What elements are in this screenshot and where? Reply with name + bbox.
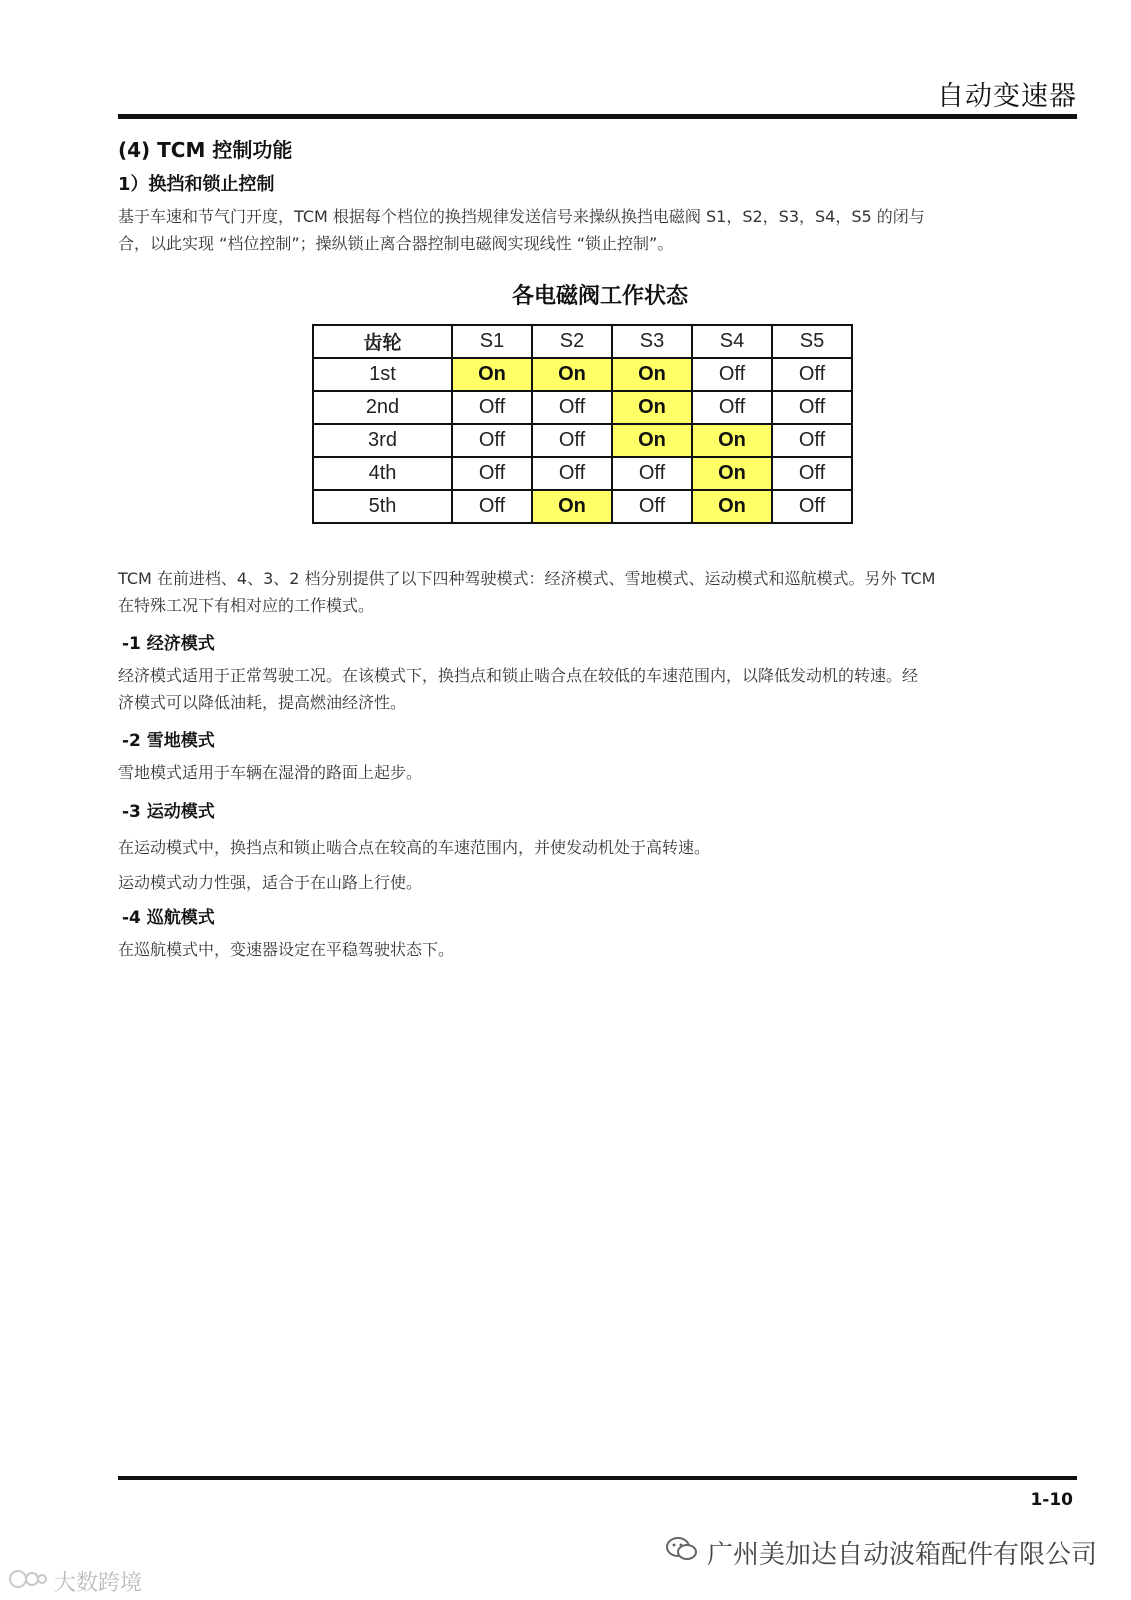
mode-text-cruise <box>118 936 1078 963</box>
gear-cell: 4th <box>313 457 452 490</box>
mode-line: 在巡航模式中，变速器设定在平稳驾驶状态下。 <box>118 940 455 959</box>
valve-cell: Off <box>452 457 532 490</box>
mode-text-snow <box>118 759 1078 786</box>
table-row <box>313 358 852 391</box>
valve-cell: On <box>612 391 692 424</box>
header-title: 自动变速器 <box>937 81 1077 112</box>
valve-cell: Off <box>692 391 772 424</box>
mode-title-cruise: -4 巡航模式 <box>122 908 215 928</box>
column-header: S5 <box>772 325 852 358</box>
mode-text-sport <box>118 830 1078 900</box>
valve-cell: Off <box>772 457 852 490</box>
valve-cell: On <box>612 358 692 391</box>
table-title: 各电磁阀工作状态 <box>511 284 688 309</box>
valve-cell: On <box>532 358 612 391</box>
mode-text-economy <box>118 662 1078 716</box>
valve-cell: Off <box>532 424 612 457</box>
valve-cell: Off <box>772 490 852 523</box>
valve-cell: On <box>612 424 692 457</box>
column-header: S3 <box>612 325 692 358</box>
valve-cell: On <box>692 457 772 490</box>
gear-cell: 3rd <box>313 424 452 457</box>
valve-cell: Off <box>452 424 532 457</box>
table-row <box>313 424 852 457</box>
mode-line: 济模式可以降低油耗，提高燃油经济性。 <box>118 693 407 712</box>
table-row <box>313 457 852 490</box>
column-header: S2 <box>532 325 612 358</box>
table-row <box>313 490 852 523</box>
valve-cell: On <box>692 490 772 523</box>
watermark-left <box>8 1566 142 1597</box>
valve-cell: Off <box>532 391 612 424</box>
mode-line: 经济模式适用于正常驾驶工况。在该模式下，换挡点和锁止啮合点在较低的车速范围内，以降低发动机的转速。经 <box>118 666 919 685</box>
page-number: 1-10 <box>1030 1490 1073 1510</box>
valve-cell: Off <box>692 358 772 391</box>
section-title: (4) TCM 控制功能 <box>118 138 293 162</box>
valve-cell: On <box>532 490 612 523</box>
mode-line: 在运动模式中，换挡点和锁止啮合点在较高的车速范围内，并使发动机处于高转速。 <box>118 838 711 857</box>
wechat-icon <box>665 1535 699 1570</box>
valve-cell: Off <box>452 391 532 424</box>
column-header: S4 <box>692 325 772 358</box>
intro-paragraph <box>118 203 1078 257</box>
modes-intro-line: TCM 在前进档、4、3、2 档分别提供了以下四种驾驶模式：经济模式、雪地模式、运动模式和巡航模式。另外 TCM <box>118 569 936 588</box>
solenoid-table <box>312 324 853 524</box>
gear-cell: 1st <box>313 358 452 391</box>
mode-title-sport: -3 运动模式 <box>122 802 215 822</box>
table-header-row <box>313 325 852 358</box>
valve-cell: Off <box>772 391 852 424</box>
modes-intro-paragraph <box>118 565 1078 619</box>
valve-cell: Off <box>612 457 692 490</box>
gear-cell: 2nd <box>313 391 452 424</box>
column-header: 齿轮 <box>313 325 452 358</box>
mode-line: 雪地模式适用于车辆在湿滑的路面上起步。 <box>118 763 423 782</box>
mode-title-economy: -1 经济模式 <box>122 634 215 654</box>
modes-intro-line: 在特殊工况下有相对应的工作模式。 <box>118 596 375 615</box>
valve-cell: Off <box>452 490 532 523</box>
column-header: S1 <box>452 325 532 358</box>
intro-line: 合，以此实现 “档位控制”；操纵锁止离合器控制电磁阀实现线性 “锁止控制”。 <box>118 234 674 253</box>
valve-cell: On <box>692 424 772 457</box>
table-row <box>313 391 852 424</box>
valve-cell: Off <box>772 424 852 457</box>
gear-cell: 5th <box>313 490 452 523</box>
watermark-right <box>665 1534 1097 1571</box>
valve-cell: Off <box>612 490 692 523</box>
sub-title: 1）换挡和锁止控制 <box>118 174 275 195</box>
logo-icon <box>8 1567 48 1597</box>
watermark-right-text: 广州美加达自动波箱配件有限公司 <box>706 1540 1097 1570</box>
intro-line: 基于车速和节气门开度，TCM 根据每个档位的换挡规律发送信号来操纵换挡电磁阀 S1，S2，S3，S4，S5 的闭与 <box>118 207 925 226</box>
footer-rule <box>118 1476 1077 1480</box>
watermark-left-text: 大数跨境 <box>54 1571 143 1596</box>
mode-line: 运动模式动力性强，适合于在山路上行使。 <box>118 873 423 892</box>
mode-title-snow: -2 雪地模式 <box>122 731 215 751</box>
valve-cell: Off <box>532 457 612 490</box>
valve-cell: Off <box>772 358 852 391</box>
header-rule <box>118 114 1077 119</box>
valve-cell: On <box>452 358 532 391</box>
